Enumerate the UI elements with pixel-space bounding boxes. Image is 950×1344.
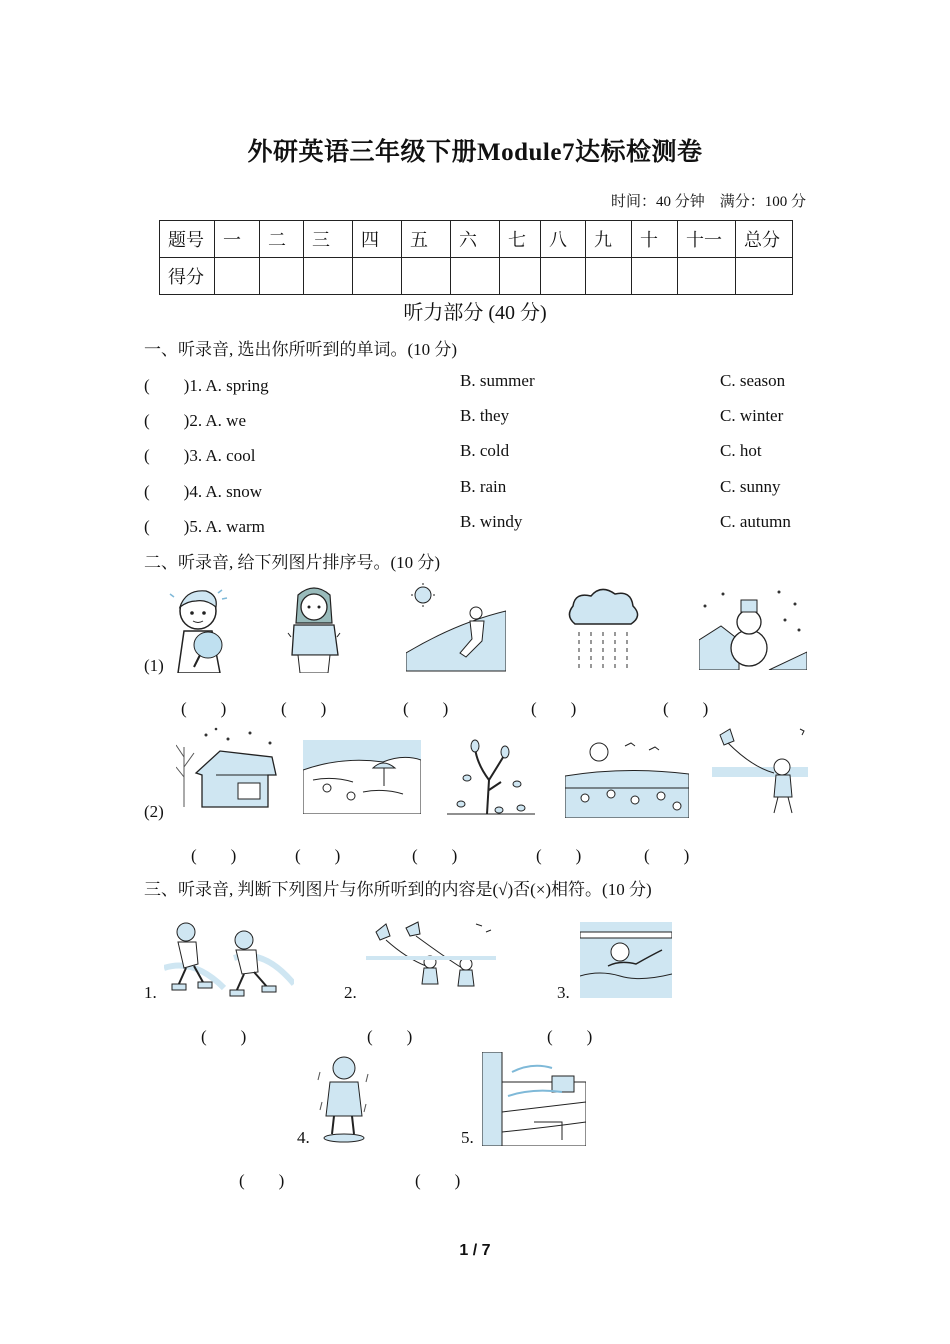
s3-label-5: 5. [461, 1128, 474, 1147]
s3-blank-2[interactable]: ( ) [367, 1027, 413, 1046]
spring-field-icon [565, 736, 689, 818]
s3-label-3: 3. [557, 983, 570, 1002]
rain-cloud-icon [565, 586, 641, 670]
score-input-cell[interactable] [260, 258, 304, 295]
s3-blank-1[interactable]: ( ) [201, 1027, 247, 1046]
s2-row1-blank-4[interactable]: ( ) [531, 699, 577, 718]
windy-street-icon [482, 1052, 586, 1146]
s1-q4-option-b: B. rain [460, 477, 507, 496]
s1-q2-option-c: C. winter [720, 406, 784, 425]
s1-q2-option-b: B. they [460, 406, 510, 425]
s1-q5[interactable]: ( )5. A. warm [144, 517, 265, 536]
table-cell: 一 [215, 221, 260, 258]
s1-q2[interactable]: ( )2. A. we [144, 411, 246, 430]
table-cell: 二 [260, 221, 304, 258]
score-input-cell[interactable] [541, 258, 586, 295]
section1-heading: 一、听录音, 选出你所听到的单词。(10 分) [144, 340, 458, 359]
s1-q3-option-c: C. hot [720, 441, 762, 460]
table-cell: 得分 [160, 258, 215, 295]
beach-icon [303, 740, 421, 814]
page-number: 1 / 7 [459, 1242, 491, 1259]
s3-blank-3[interactable]: ( ) [547, 1027, 593, 1046]
score-input-cell[interactable] [736, 258, 793, 295]
score-input-cell[interactable] [586, 258, 632, 295]
kite-girl-icon [712, 727, 808, 817]
s1-q3-option-b: B. cold [460, 441, 510, 460]
snowman-icon [699, 586, 807, 670]
s3-blank-4[interactable]: ( ) [239, 1171, 285, 1190]
table-cell: 三 [304, 221, 353, 258]
s1-q4[interactable]: ( )4. A. snow [144, 482, 263, 501]
table-cell: 九 [586, 221, 632, 258]
score-input-cell[interactable] [678, 258, 736, 295]
score-table [159, 220, 793, 295]
table-cell: 十一 [678, 221, 736, 258]
section3-heading: 三、听录音, 判断下列图片与你所听到的内容是(√)否(×)相符。(10 分) [144, 880, 652, 899]
table-cell: 七 [500, 221, 541, 258]
section2-heading: 二、听录音, 给下列图片排序号。(10 分) [144, 553, 441, 572]
s2-row2-blank-5[interactable]: ( ) [644, 846, 690, 865]
score-input-cell[interactable] [632, 258, 678, 295]
s3-blank-5[interactable]: ( ) [415, 1171, 461, 1190]
table-cell: 四 [353, 221, 402, 258]
rainy-girl-icon [316, 1052, 372, 1144]
score-input-cell[interactable] [353, 258, 402, 295]
sunny-hill-icon [406, 583, 506, 673]
cold-girl-icon [284, 583, 344, 673]
s1-q1-option-c: C. season [720, 371, 786, 390]
score-table-header-row [160, 221, 793, 258]
score-table-score-row [160, 258, 793, 295]
s1-q5-option-b: B. windy [460, 512, 523, 531]
swimming-boy-icon [580, 922, 672, 998]
snowy-house-icon [176, 727, 280, 809]
s3-label-4: 4. [297, 1128, 310, 1147]
s2-row2-blank-3[interactable]: ( ) [412, 846, 458, 865]
s1-q3[interactable]: ( )3. A. cool [144, 446, 256, 465]
kites-kids-icon [366, 918, 496, 1000]
table-cell: 六 [451, 221, 500, 258]
s2-row2-label: (2) [144, 802, 164, 821]
score-input-cell[interactable] [304, 258, 353, 295]
hot-boy-fan-icon [166, 583, 236, 673]
s3-label-1: 1. [144, 983, 157, 1002]
score-input-cell[interactable] [500, 258, 541, 295]
autumn-tree-icon [447, 734, 535, 816]
s1-q1-option-b: B. summer [460, 371, 535, 390]
table-cell: 五 [402, 221, 451, 258]
s2-row2-blank-1[interactable]: ( ) [191, 846, 237, 865]
table-cell: 八 [541, 221, 586, 258]
table-cell: 题号 [160, 221, 215, 258]
s2-row1-blank-1[interactable]: ( ) [181, 699, 227, 718]
s2-row1-label: (1) [144, 656, 164, 675]
s3-label-2: 2. [344, 983, 357, 1002]
score-input-cell[interactable] [402, 258, 451, 295]
table-cell: 总分 [736, 221, 793, 258]
score-input-cell[interactable] [451, 258, 500, 295]
s1-q4-option-c: C. sunny [720, 477, 781, 496]
s2-row2-blank-4[interactable]: ( ) [536, 846, 582, 865]
skating-kids-icon [164, 918, 294, 1000]
s2-row1-blank-5[interactable]: ( ) [663, 699, 709, 718]
s1-q5-option-c: C. autumn [720, 512, 791, 531]
table-cell: 十 [632, 221, 678, 258]
s1-q1[interactable]: ( )1. A. spring [144, 376, 269, 395]
time-info: 时间：40 分钟 满分：100 分 [610, 194, 806, 210]
score-input-cell[interactable] [215, 258, 260, 295]
s2-row2-blank-2[interactable]: ( ) [295, 846, 341, 865]
page-title: 外研英语三年级下册Module7达标检测卷 [247, 139, 703, 166]
s2-row1-blank-2[interactable]: ( ) [281, 699, 327, 718]
listening-part-title: 听力部分 (40 分) [403, 302, 547, 324]
s2-row1-blank-3[interactable]: ( ) [403, 699, 449, 718]
